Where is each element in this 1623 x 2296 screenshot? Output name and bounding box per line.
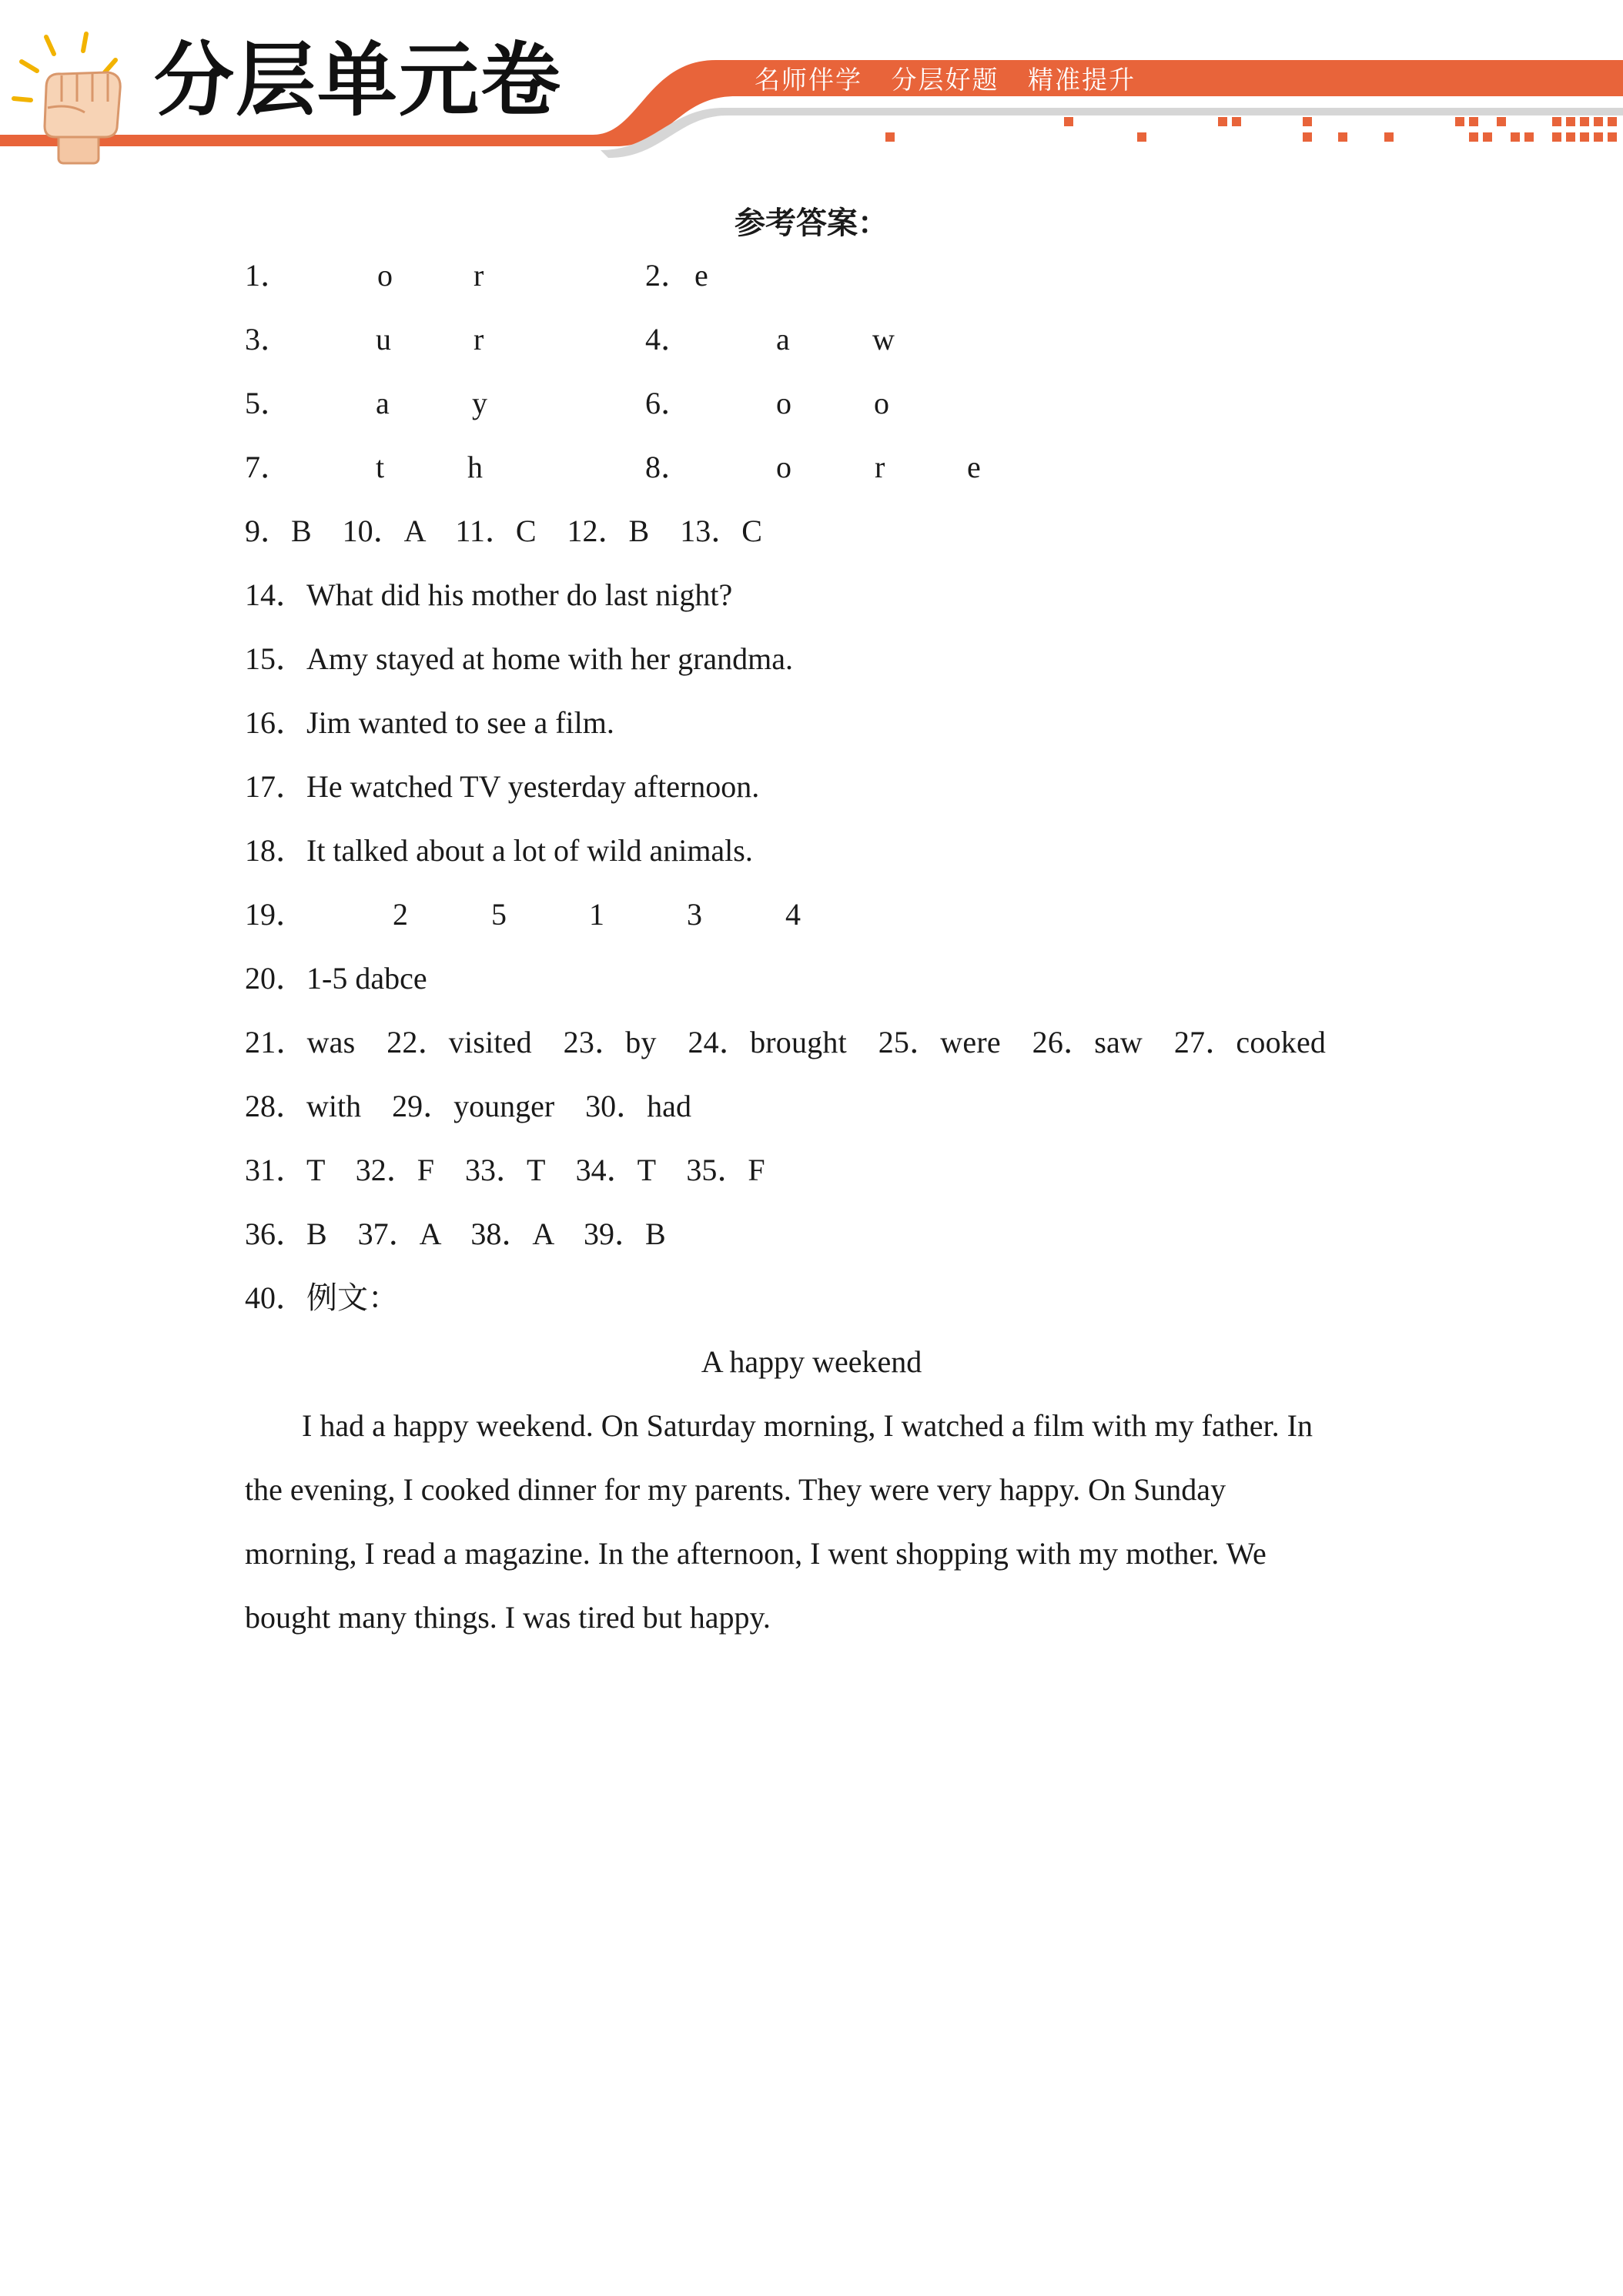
order-digit: 5 <box>491 897 507 932</box>
order-digit: 2 <box>393 897 408 932</box>
question-number: 6． <box>645 386 691 420</box>
essay-line: bought many things. I was tired but happy. <box>245 1600 771 1635</box>
order-digit: 4 <box>785 897 801 932</box>
answer-line-28-30: 28．with 29．younger 30．had <box>245 1089 691 1123</box>
question-number: 7． <box>245 450 291 484</box>
answer-line-36-39: 36．B 37．A 38．A 39．B <box>245 1217 666 1251</box>
answer-letter: r <box>875 450 885 484</box>
answer-letter: o <box>776 386 791 420</box>
answers-heading: 参考答案： <box>735 206 888 241</box>
answer-letter: w <box>872 322 895 356</box>
question-number: 8． <box>645 450 691 484</box>
slogan-item: 名师伴学 <box>755 65 862 95</box>
question-number: 4． <box>645 322 691 356</box>
raised-fist-icon <box>31 57 131 165</box>
essay-line: the evening, I cooked dinner for my parents. They were very happy. On Sunday <box>245 1472 1226 1507</box>
essay-line: I had a happy weekend. On Saturday morning, I watched a film with my father. In <box>302 1408 1313 1443</box>
answer-letter: y <box>472 386 487 420</box>
answer-line-21-27: 21．was 22．visited 23．by 24．brought 25．were 26．saw 27．cooked <box>245 1025 1327 1059</box>
answer-sentence: 18．It talked about a lot of wild animals. <box>245 833 753 868</box>
answer-letter: e <box>967 450 981 484</box>
answer-line-40: 40．例文： <box>245 1280 399 1315</box>
order-digit: 3 <box>687 897 702 932</box>
answer-letter: o <box>776 450 791 484</box>
page-header <box>0 0 1623 177</box>
answer-line-20: 20．1-5 dabce <box>245 961 427 996</box>
slogan-item: 精准提升 <box>1027 65 1136 95</box>
brand-title: 分层单元卷 <box>154 33 563 127</box>
answer-letter: r <box>474 322 484 356</box>
answer-letter: r <box>474 258 484 293</box>
slogan-item: 分层好题 <box>891 65 999 95</box>
essay-line: morning, I read a magazine. In the afternoon, I went shopping with my mother. We <box>245 1536 1267 1571</box>
answer-letter: o <box>874 386 889 420</box>
answer-line-31-35: 31．T 32．F 33．T 34．T 35．F <box>245 1153 765 1187</box>
question-number: 19． <box>245 897 306 932</box>
question-number: 1． <box>245 258 291 293</box>
answer-sentence: 16．Jim wanted to see a film. <box>245 705 614 740</box>
answer-letter: a <box>376 386 390 420</box>
answer-letter: o <box>377 258 393 293</box>
question-number: 3． <box>245 322 291 356</box>
answer-letter: u <box>376 322 391 356</box>
answer-sentence: 14．What did his mother do last night? <box>245 577 733 612</box>
answer-letter: a <box>776 322 790 356</box>
answer-line-9-13: 9．B 10．A 11．C 12．B 13．C <box>245 514 762 548</box>
answer-letter: h <box>467 450 483 484</box>
answer-sentence: 15．Amy stayed at home with her grandma. <box>245 641 794 676</box>
header-slogan <box>755 60 1136 96</box>
answer-sentence: 17．He watched TV yesterday afternoon. <box>245 769 760 804</box>
answer-letter: e <box>694 258 708 293</box>
order-digit: 1 <box>589 897 604 932</box>
question-number: 5． <box>245 386 291 420</box>
essay-title: A happy weekend <box>701 1344 922 1379</box>
answer-letter: t <box>376 450 385 484</box>
question-number: 2． <box>645 258 691 293</box>
